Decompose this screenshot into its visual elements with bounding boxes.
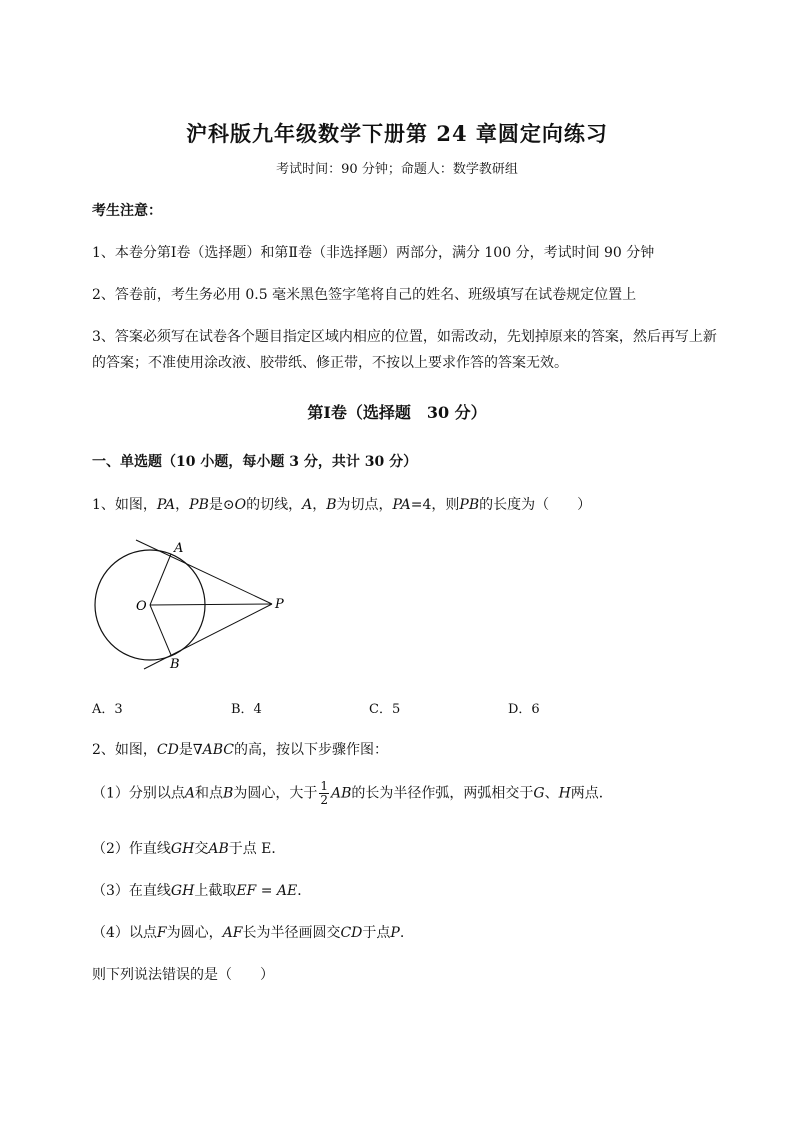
segment-op (150, 604, 272, 605)
radius-oa (150, 554, 171, 605)
notice-item-3-line-2: 的答案；不准使用涂改液、胶带纸、修正带，不按以上要求作答的答案无效。 (92, 355, 568, 371)
question-2-prompt: 则下列说法错误的是（ ） (92, 967, 274, 983)
exam-info: 考试时间：90 分钟；命题人：数学教研组 (276, 162, 518, 177)
label-p: P (275, 597, 284, 612)
option-b[interactable]: B．4 (231, 702, 262, 717)
label-a: A (174, 541, 184, 556)
question-2-step-3: （3）在直线GH上截取EF = AE． (92, 883, 312, 899)
tangent-circle-figure (86, 538, 306, 678)
part-heading: 一、单选题（10 小题，每小题 3 分，共计 30 分） (92, 454, 418, 470)
fraction-one-half: $\frac{1}{2}$ (320, 779, 328, 807)
notice-item-3-line-1: 3、答案必须写在试卷各个题目指定区域内相应的位置，如需改动，先划掉原来的答案，然后再写上新 (92, 329, 717, 345)
question-2-step-4: （4）以点F为圆心，AF长为半径画圆交CD于点P. (92, 925, 405, 941)
question-1-stem: 1、如图，PA，PB是⊙O的切线，A，B为切点，PA=4，则PB的长度为（ ） (92, 497, 592, 513)
section-title: 第Ⅰ卷（选择题 30 分） (307, 403, 487, 422)
radius-ob (150, 605, 171, 655)
label-b: B (170, 657, 180, 672)
option-d[interactable]: D．6 (508, 702, 540, 717)
question-2-step-1: （1）分别以点A和点B为圆心，大于 $\frac{1}{2}$ AB的长为半径作弧，两弧相交于G、H两点． (92, 779, 613, 807)
notice-item-2: 2、答卷前，考生务必用 0.5 毫米黑色签字笔将自己的姓名、班级填写在试卷规定位置上 (92, 287, 637, 303)
page-title: 沪科版九年级数学下册第 24 章圆定向练习 (186, 121, 608, 146)
option-c[interactable]: C．5 (369, 702, 401, 717)
notice-heading: 考生注意： (92, 203, 162, 219)
option-a[interactable]: A．3 (92, 702, 123, 717)
question-2-step-2: （2）作直线GH交AB于点 E． (92, 841, 286, 857)
notice-item-1: 1、本卷分第Ⅰ卷（选择题）和第Ⅱ卷（非选择题）两部分，满分 100 分，考试时间 90 分钟 (92, 245, 655, 261)
label-o: O (136, 599, 147, 614)
question-2-stem: 2、如图，CD是∇ABC的高，按以下步骤作图： (92, 742, 389, 758)
